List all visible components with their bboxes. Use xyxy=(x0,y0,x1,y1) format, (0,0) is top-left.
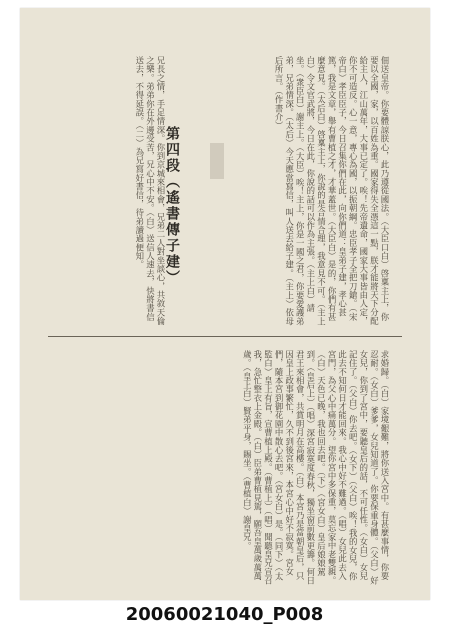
text-column-top-right: 佃送皇帝。你要體諒朕心，此乃遵從國法。（大臣口白）啓稟主上，你要以全國，家，以百姓為重。國家得失全憑這一點，朕才能將天下分配給主人，江山萬年，大事已定了。唉！先帝遺命，國家大事皆由人定，你不可造反。心一意，專心為國，以振朝綱。忠臣孝子全把刀鎗。（宋帝白）孝臣臣子，今日召集你們在此，向你們道：皇弟子建，孝心甚篤，我是文章，舉有曹植之才，才華蓋世。（大臣白）是的，你們有甚麼意見。（太后白）啓稟主上，你說的是合情合理，我意見不可。（主上白）令文官武將，今日在此，你說的話可以作為主張。（主上白）請坐。（衆臣白）謝主上。（大臣）唉！主上，你是一國之君，你要愛護弟弟，兄弟情深。（太后）今天應當寫信，叫人送去給子建。（主上）依母后所言。（作書介） xyxy=(274,56,390,326)
ink-smudge xyxy=(210,143,224,179)
archive-id-caption: 20060021040_P008 xyxy=(125,604,324,625)
text-column-top-left: 兄長之情，手足情深。你到京城來相會，兄弟二人對坐談心，共敘天倫之樂。弟弟你在外邊受苦，兄心中不安。（白）送信人速去，快將書信送去，不得延誤。（二）為兄寫好書信，待弟讀過便知。 xyxy=(134,56,166,326)
divider-line xyxy=(48,336,402,337)
scanned-page xyxy=(20,8,430,600)
text-column-bottom: 求婚歸。（白）家境艱難，將你送入宮中。有甚麼事情，你要忍耐。（女白）爹爹，女兒知道了。你要保重身體。（父白）好女兒，你到了宮中，要聽皇后的話，不可任性。（女白）女兒記住了。（父白）你去吧。（女下）（父白）唉！我的女兒，你此去不知何日才能回來。我心中好不難過。（唱）女兒此去入宮門，為父心中痛萬分。望你宮中多保重，莫忘家中老雙親。（白）天色已晚，我也回去吧。（下）（宮女白）皇后娘娘駕到。（皇后上）（唱）深宮寂寞度春秋，獨坐窗前數更籌。何日君王來相會，共賞明月在高樓。（白）本宮乃是當朝皇后，只因皇上政事繁忙，久不到後宮來，本宮心中好不寂寞。宮女們，隨本宮到御花園中散心去吧。（宮女白）是。（同下）（太監白）皇上有旨，宣曹植上殿。（曹植上）（唱）聞聽皇兄宣召我，急忙整衣上金殿。（白）臣弟曹植見駕，願吾皇萬歲萬萬歲。（皇上白）賢弟平身，賜坐。（曹植白）謝皇兄。 xyxy=(242,350,390,585)
section-heading: 第四段（遙書傳子建） xyxy=(164,126,180,286)
